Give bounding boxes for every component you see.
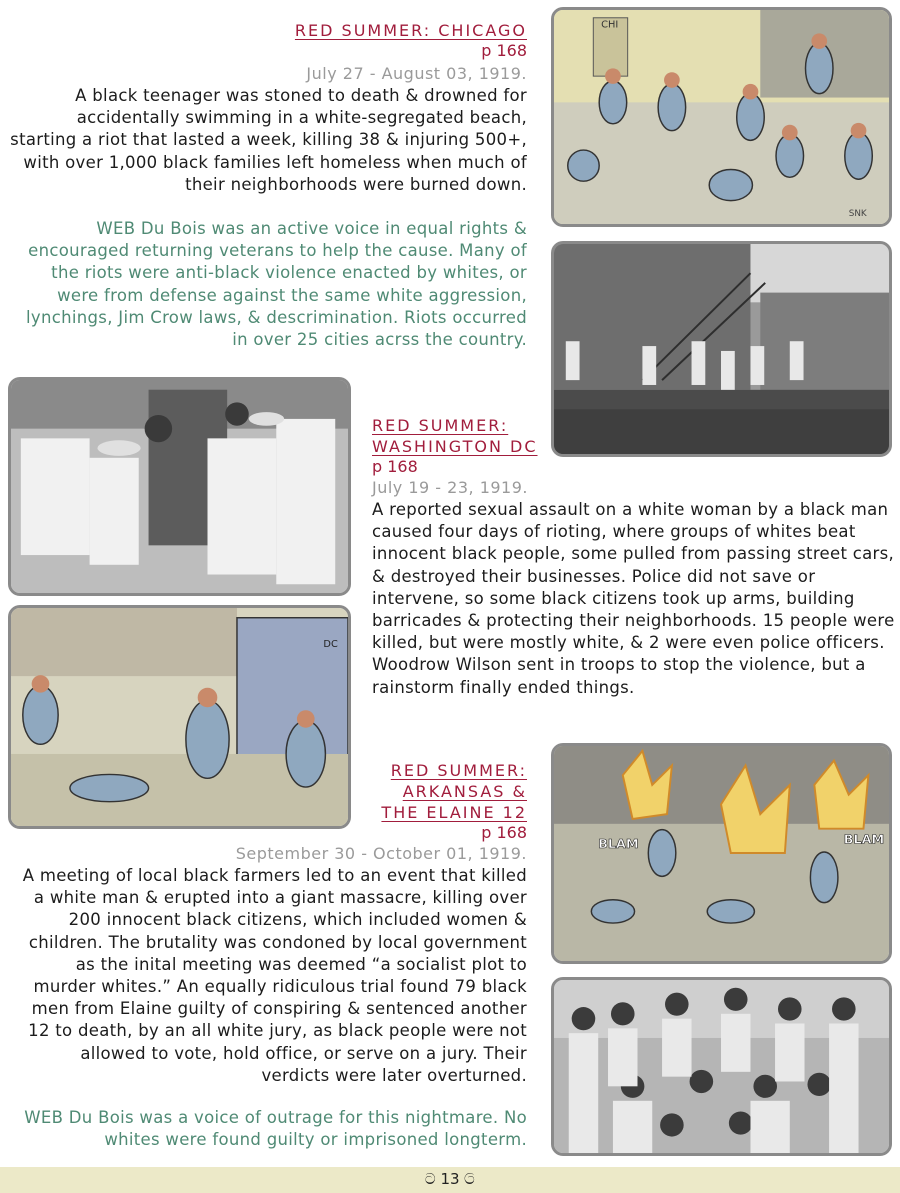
dc-riot-photo <box>8 377 351 596</box>
chicago-title: RED SUMMER: CHICAGO <box>294 21 527 40</box>
blam-left: BLAM <box>598 836 639 852</box>
dc-sign: DC <box>323 638 338 650</box>
chicago-note: WEB Du Bois was an active voice in equal rights & encouraged returning veterans to help the cause. Many of the riots were anti-black violence enacted by whites, or were from defense against the same white aggression, lynchings, Jim Crow laws, & descrimination. Riots occurred in over 25 cities acrss the country. <box>26 219 527 350</box>
washington-body: A reported sexual assault on a white woman by a black man caused four days of rioting, where groups of whites beat innocent black people, some pulled from passing street cars, & destroyed their businesses. Police did not save or intervene, so some black citizens took up arms, building barricades & protecting their neighborhoods. 15 people were killed, but were mostly white, & 2 were even police officers. Woodrow Wilson sent in troops to stop the violence, but a rainstorm finally ended things. <box>372 500 895 697</box>
washington-section <box>372 415 898 699</box>
chicago-section <box>10 20 527 351</box>
page-number: 13 <box>440 1170 460 1188</box>
cartoon-signature: SNK <box>848 209 867 220</box>
arkansas-title-line2: ARKANSAS & <box>402 782 527 801</box>
arkansas-body: A meeting of local black farmers led to an event that killed a white man & erupted into a giant massacre, killing over 200 innocent black citizens, which included women & children. The brutality was condoned by local government as the inital meeting was deemed “a socialist plot to murder whites.” An equally ridiculous trial found 79 black men from Elaine guilty of conspiring & sentenced another 12 to death, by an all white jury, as black people were not allowed to vote, hold office, or serve on a jury. Their verdicts were later overturned. <box>22 866 527 1085</box>
arkansas-massacre-cartoon <box>551 743 892 964</box>
chicago-page-ref: p 168 <box>481 41 527 60</box>
washington-title-line2: WASHINGTON DC <box>372 437 538 456</box>
blam-right: BLAM <box>843 831 885 847</box>
arkansas-note: WEB Du Bois was a voice of outrage for this nightmare. No whites were found guilty or imprisoned longterm. <box>24 1108 527 1150</box>
ornament-left-icon: ට <box>424 1170 436 1188</box>
chicago-riot-cartoon <box>551 7 892 227</box>
chicago-body: A black teenager was stoned to death & drowned for accidentally swimming in a white-segregated beach, starting a riot that lasted a week, killing 38 & injuring 500+, with over 1,000 black families left homeless when much of their neighborhoods were burned down. <box>10 86 527 194</box>
arkansas-title-line1: RED SUMMER: <box>390 761 527 780</box>
washington-page-ref: p 168 <box>372 457 418 476</box>
page-footer <box>0 1167 900 1193</box>
ornament-right-icon: ට <box>464 1170 476 1188</box>
chi-sign: CHI <box>601 19 619 31</box>
chicago-date: July 27 - August 03, 1919. <box>306 64 527 83</box>
arkansas-section <box>10 760 527 1151</box>
elaine-12-photo <box>551 977 892 1156</box>
arkansas-title-line3: THE ELAINE 12 <box>381 803 527 822</box>
washington-title-line1: RED SUMMER: <box>372 416 509 435</box>
arkansas-date: September 30 - October 01, 1919. <box>235 844 527 863</box>
arkansas-page-ref: p 168 <box>481 823 527 842</box>
page-number-wrapper <box>0 1170 900 1188</box>
washington-date: July 19 - 23, 1919. <box>372 478 528 497</box>
